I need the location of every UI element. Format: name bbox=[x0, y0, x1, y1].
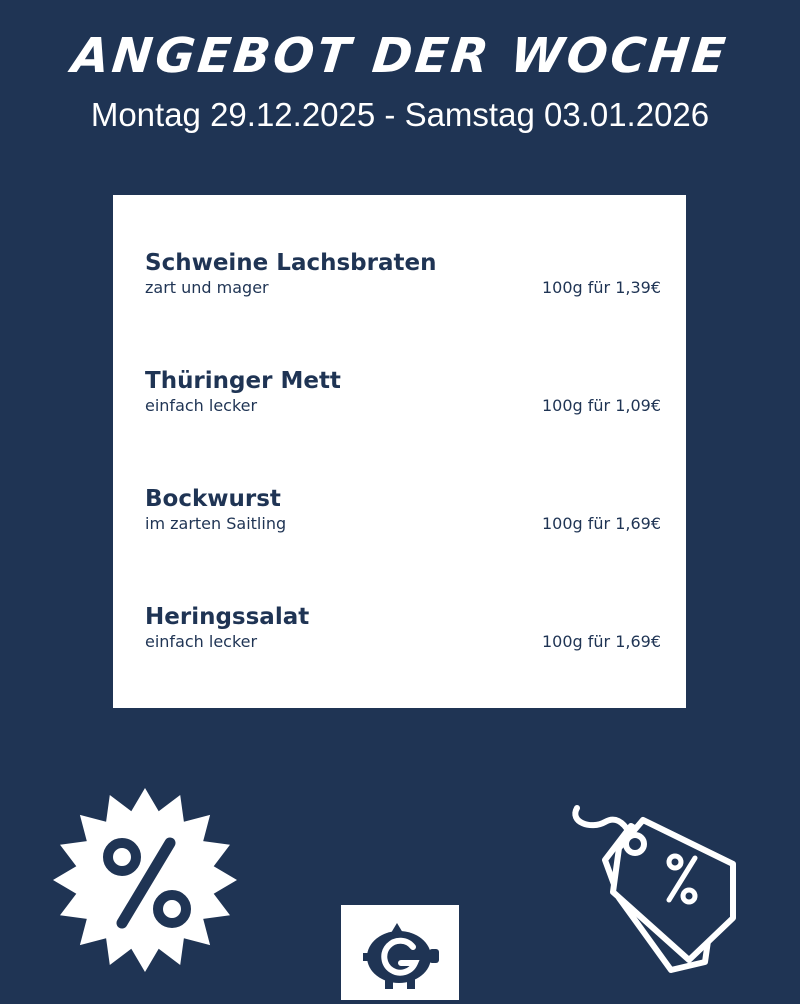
offer-name: Schweine Lachsbraten bbox=[145, 250, 437, 276]
percent-badge-icon bbox=[52, 787, 238, 973]
price-tag-icon bbox=[565, 800, 760, 975]
date-range: Montag 29.12.2025 - Samstag 03.01.2026 bbox=[90, 96, 710, 133]
offer-description: einfach lecker bbox=[145, 632, 258, 651]
page-title: ANGEBOT DER WOCHE bbox=[69, 28, 731, 84]
offer-item bbox=[145, 486, 661, 546]
offer-price: 100g für 1,69€ bbox=[541, 514, 661, 533]
offer-description: zart und mager bbox=[145, 278, 269, 297]
offer-item bbox=[145, 368, 661, 428]
offer-price: 100g für 1,39€ bbox=[541, 278, 661, 297]
offer-card bbox=[113, 195, 686, 708]
offer-price: 100g für 1,09€ bbox=[541, 396, 661, 415]
offer-description: im zarten Saitling bbox=[145, 514, 287, 533]
offer-name: Heringssalat bbox=[145, 604, 310, 630]
offer-description: einfach lecker bbox=[145, 396, 258, 415]
offer-price: 100g für 1,69€ bbox=[541, 632, 661, 651]
offer-item bbox=[145, 250, 661, 310]
offer-name: Bockwurst bbox=[145, 486, 281, 512]
offer-name: Thüringer Mett bbox=[145, 368, 341, 394]
offer-item bbox=[145, 604, 661, 664]
g-pig-logo bbox=[341, 905, 459, 1000]
logo bbox=[341, 905, 459, 1000]
